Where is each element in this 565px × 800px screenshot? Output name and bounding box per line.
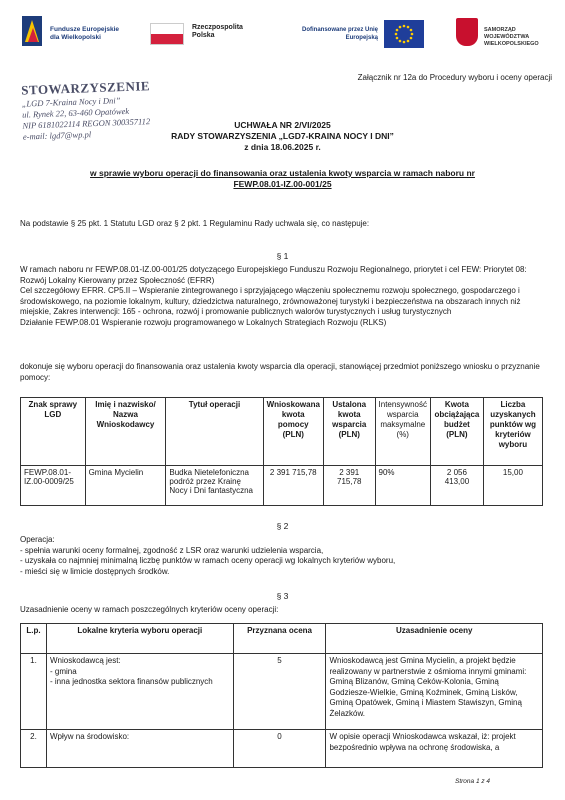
column-header: Wnioskowana kwota pomocy (PLN) [263,398,323,466]
table-cell: FEWP.08.01-IZ.00-0009/25 [21,466,86,506]
fundusze-europejskie-icon [20,14,46,48]
section-1-heading: § 1 [276,251,289,261]
column-header: Imię i nazwisko/ Nazwa Wnioskodawcy [85,398,166,466]
table-header-row [21,624,543,654]
table-cell: Wnioskodawcą jest Gmina Mycielin, a projekt będzie realizowany w partnerstwie z ośmioma innymi gminami: Gminą Blizanów, Gminą Ceków-Kolonia, Gminą Godziesze-Wielkie, Gminą Koźminek, Gminą Lisków, Gminą Opatówek, Gminą i Miastem Stawiszyn, Gminą Żelazków. [326,654,543,730]
section-1-paragraph: Cel szczegółowy EFRR. CP5.II – Wspieranie zintegrowanego i sprzyjającego włączeniu społecznemu rozwoju społecznego, gospodarczego i środowiskowego, na poziomie lokalnym, kultury, dziedzictwa naturalnego, zrównoważonej turystyki i bezpieczeństwa na obszarach innych niż miejskie, Zakres interwencji: 165 - ochrona, rozwój i promowanie publicznych walorów turystycznych i usług turystycznych [20,286,521,316]
stamp-line: „LGD 7-Kraina Nocy i Dni” [21,95,121,109]
column-header: Intensywność wsparcia maksymalne (%) [375,398,430,466]
table-row [21,730,543,768]
stamp-line: ul. Rynek 22, 63-460 Opatówek [21,105,130,120]
logo-sw-text: SAMORZĄD WOJEWÓDZTWA WIELKOPOLSKIEGO [484,27,539,47]
stamp-line: e-mail: lgd7@wp.pl [22,129,92,142]
table-header-row [21,398,543,466]
logo-unia-europejska [296,16,426,50]
eu-flag-icon [384,20,424,48]
operation-table [20,397,543,506]
table-cell: W opisie operacji Wnioskodawca wskazał, iż: projekt bezpośrednio wpływa na ochronę środowiska, a [326,730,543,768]
logo-rp-text: Rzeczpospolita Polska [192,24,243,39]
table-cell: Gmina Mycielin [85,466,166,506]
table-cell: 2 056 413,00 [431,466,484,506]
logo-fundusze-europejskie [20,14,130,50]
subject-line: FEWP.08.01-IZ.00-001/25 [233,179,332,189]
stamp-line: NIP 6181022114 REGON 300357112 [22,116,151,131]
logo-fe-text: Fundusze Europejskie dla Wielkopolski [50,26,119,41]
section-1-paragraph: W ramach naboru nr FEWP.08.01-IZ.00-001/25 dotyczącego Europejskiego Funduszu Rozwoju Regionalnego, priorytet i cel FEW: Priorytet 08: Rozwój Lokalny Kierowany przez Społeczność (EFRR) [20,265,527,285]
list-item: - uzyskała co najmniej minimalną liczbę punktów w ramach oceny operacji wg lokalnych kryteriów wyboru, [20,556,396,565]
table-cell: 0 [233,730,326,768]
logo-samorzad-wojewodztwa [456,18,556,52]
page-number: Strona 1 z 4 [455,778,491,785]
table-cell: 5 [233,654,326,730]
resolution-date: z dnia 18.06.2025 r. [244,142,321,152]
section-1-paragraph: Działanie FEWP.08.01 Wspieranie rozwoju programowanego w Lokalnych Strategiach Rozwoju (RLKS) [20,317,387,327]
table-cell: 2 391 715,78 [323,466,375,506]
table-row [21,466,543,506]
annex-note: Załącznik nr 12a do Procedury wyboru i oceny operacji [357,73,552,82]
logo-rzeczpospolita-polska [150,18,260,48]
polish-flag-icon [150,23,184,45]
column-header: Lokalne kryteria wyboru operacji [46,624,233,654]
list-item: - spełnia warunki oceny formalnej, zgodność z LSR oraz warunki udzielenia wsparcia, [20,545,324,555]
criteria-table [20,623,543,768]
subject-line: w sprawie wyboru operacji do finansowania oraz ustalenia kwoty wsparcia w ramach naboru nr [90,168,475,178]
column-header: Znak sprawy LGD [21,398,86,466]
coat-of-arms-icon [456,18,478,46]
column-header: Ustalona kwota wsparcia (PLN) [323,398,375,466]
table-cell: 2 391 715,78 [263,466,323,506]
table-cell: 15,00 [483,466,542,506]
table-cell [46,654,233,730]
intro-paragraph: Na podstawie § 25 pkt. 1 Statutu LGD oraz § 2 pkt. 1 Regulaminu Rady uchwala się, co następuje: [20,219,370,228]
table-cell: 1. [21,654,47,730]
criterion-line: - inna jednostka sektora finansów publicznych [49,677,213,686]
stamp-title: STOWARZYSZENIE [20,78,151,98]
column-header: Przyznana ocena [233,624,326,654]
council-name: RADY STOWARZYSZENIA „LGD7-KRAINA NOCY I DNI” [171,131,394,141]
logo-ue-text: Dofinansowane przez Unię Europejską [301,27,378,41]
section-1-body [20,265,543,328]
resolution-number: UCHWAŁA NR 2/VI/2025 [234,120,331,130]
section-2-lead: Operacja: [20,535,55,544]
list-item: - mieści się w limicie dostępnych środków. [20,566,170,576]
resolution-title [0,120,565,153]
table-cell: 2. [21,730,47,768]
section-1-decision: dokonuje się wyboru operacji do finansowania oraz ustalenia kwoty wsparcia dla operacji, stanowiącej przedmiot poniższego wniosku o przyznanie pomocy: [20,362,540,382]
column-header: L.p. [21,624,47,654]
table-cell: Wpływ na środowisko: [46,730,233,768]
resolution-subject [30,168,535,190]
column-header: Liczba uzyskanych punktów wg kryteriów wyboru [483,398,542,466]
table-row [21,654,543,730]
column-header: Kwota obciążająca budżet (PLN) [431,398,484,466]
criterion-line: Wnioskodawcą jest: [49,656,121,665]
column-header: Uzasadnienie oceny [326,624,543,654]
section-3-lead: Uzasadnienie oceny w ramach poszczególnych kryteriów oceny operacji: [20,605,279,614]
table-cell: Budka Nietelefoniczna podróż przez Krainę Nocy i Dni fantastyczna [166,466,263,506]
section-2-heading: § 2 [276,521,289,531]
criterion-line: - gmina [49,666,77,676]
section-3-heading: § 3 [276,591,289,601]
section-2-body [20,535,543,577]
table-cell: 90% [375,466,430,506]
column-header: Tytuł operacji [166,398,263,466]
